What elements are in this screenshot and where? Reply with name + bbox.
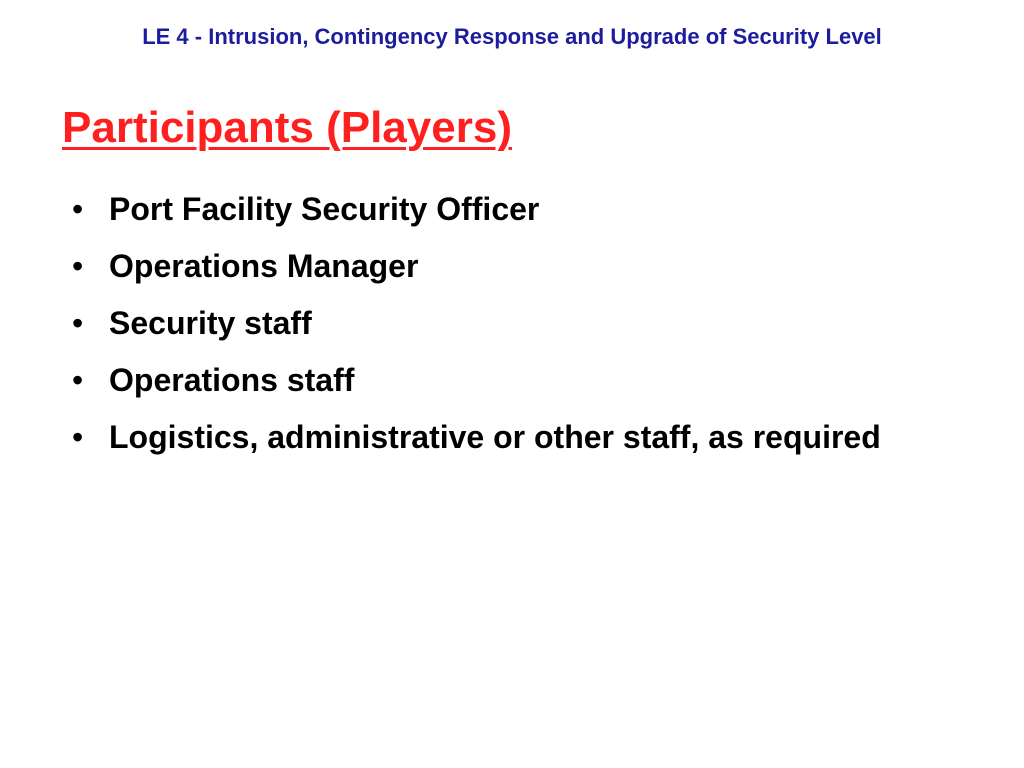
bullet-dot-icon: • xyxy=(72,248,84,284)
bullet-item-security-staff xyxy=(72,300,952,346)
bullet-item-other-staff xyxy=(72,414,952,460)
bullet-text: Operations staff xyxy=(109,362,355,398)
bullet-text: Port Facility Security Officer xyxy=(109,191,540,227)
bullet-dot-icon: • xyxy=(72,191,84,227)
bullet-text: Security staff xyxy=(109,305,312,341)
bullet-dot-icon: • xyxy=(72,419,84,455)
bullet-item-operations-staff xyxy=(72,357,952,403)
bullet-item-pfso xyxy=(72,186,952,232)
slide-title: Participants (Players) xyxy=(62,103,512,152)
bullet-dot-icon: • xyxy=(72,362,84,398)
bullet-item-operations-manager xyxy=(72,243,952,289)
bullet-text: Operations Manager xyxy=(109,248,419,284)
slide-header: LE 4 - Intrusion, Contingency Response and Upgrade of Security Level xyxy=(142,24,882,49)
bullet-list xyxy=(72,186,952,471)
bullet-text: Logistics, administrative or other staff, as required xyxy=(109,419,881,455)
bullet-dot-icon: • xyxy=(72,305,84,341)
